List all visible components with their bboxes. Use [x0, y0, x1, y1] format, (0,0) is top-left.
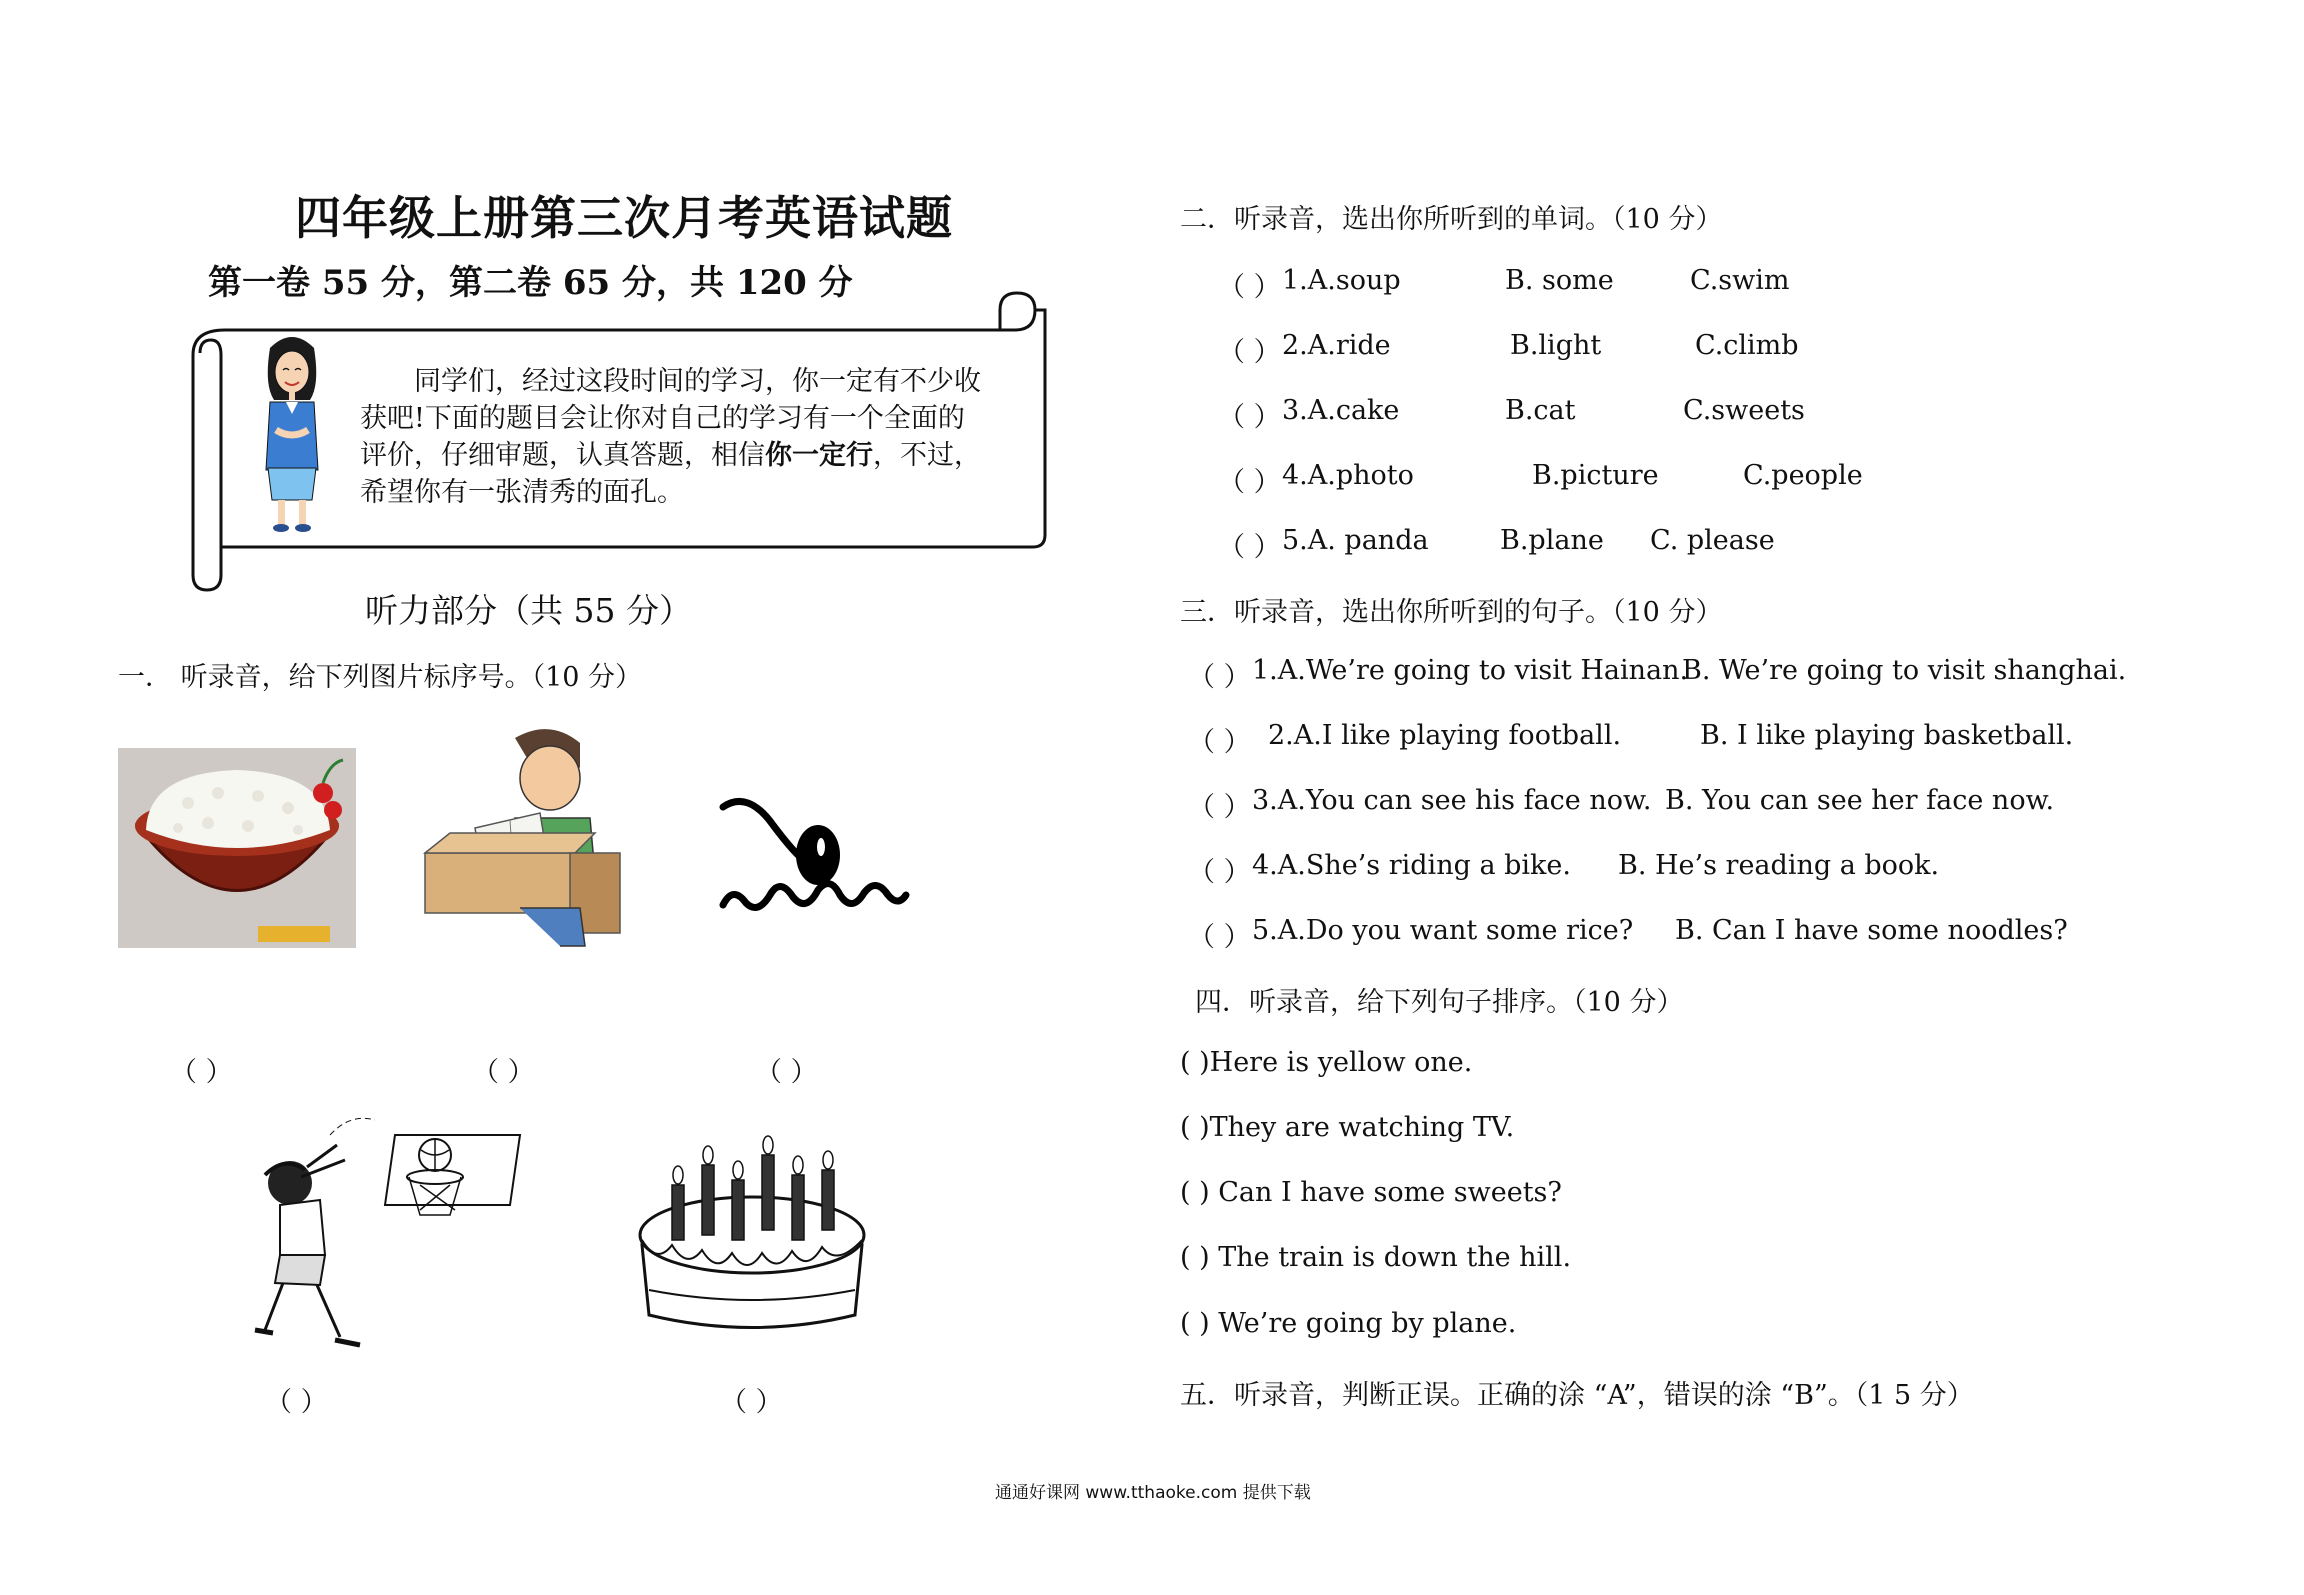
s4-item-3[interactable]: ( ) Can I have some sweets? — [1180, 1177, 1562, 1208]
s2-item-4-b: B.picture — [1532, 460, 1659, 491]
s2-item-4-a: 4.A.photo — [1282, 460, 1414, 491]
s2-item-2-a: 2.A.ride — [1282, 330, 1391, 361]
s4-item-5[interactable]: ( ) We’re going by plane. — [1180, 1308, 1517, 1339]
picture-paren-2[interactable]: （ ） — [472, 1057, 535, 1088]
s3-item-4-a: 4.A.She’s riding a bike. — [1252, 850, 1571, 881]
s3-item-5-b: B. Can I have some noodles? — [1675, 915, 2068, 946]
basketball-picture — [225, 1105, 525, 1355]
swimming-picture — [718, 795, 908, 920]
s2-item-1-a: 1.A.soup — [1282, 265, 1401, 296]
picture-paren-1[interactable]: （ ） — [170, 1057, 233, 1088]
section1-heading: 一． 听录音，给下列图片标序号。（10 分） — [118, 662, 643, 693]
section3-heading: 三．听录音，选出你所听到的句子。（10 分） — [1180, 597, 1723, 628]
s3-item-4-b: B. He’s reading a book. — [1618, 850, 1940, 881]
s2-item-5-a: 5.A. panda — [1282, 525, 1429, 556]
s2-item-2-b: B.light — [1510, 330, 1602, 361]
s2-item-4-c: C.people — [1743, 460, 1863, 491]
boy-reading-picture — [420, 718, 635, 953]
s3-item-1-paren[interactable]: （ ） — [1188, 662, 1251, 693]
s2-item-5-c: C. please — [1650, 525, 1775, 556]
s2-item-5-paren[interactable]: （ ） — [1218, 532, 1281, 563]
s4-item-1[interactable]: ( )Here is yellow one. — [1180, 1047, 1473, 1078]
s2-item-3-b: B.cat — [1505, 395, 1576, 426]
s2-item-2-paren[interactable]: （ ） — [1218, 337, 1281, 368]
s2-item-4-paren[interactable]: （ ） — [1218, 467, 1281, 498]
s3-item-3-a: 3.A.You can see his face now. — [1252, 785, 1652, 816]
s2-item-3-c: C.sweets — [1683, 395, 1805, 426]
s3-item-3-b: B. You can see her face now. — [1665, 785, 2055, 816]
s2-item-1-b: B. some — [1505, 265, 1614, 296]
exam-title: 四年级上册第三次月考英语试题 — [295, 191, 953, 245]
s3-item-2-b: B. I like playing basketball. — [1700, 720, 2074, 751]
footer-text: 通通好课网 www.tthaoke.com 提供下载 — [995, 1483, 1311, 1503]
s3-item-2-paren[interactable]: （ ） — [1188, 727, 1251, 758]
picture-paren-4[interactable]: （ ） — [265, 1387, 328, 1418]
s3-item-1-a: 1.A.We’re going to visit Hainan. — [1252, 655, 1689, 686]
s2-item-5-b: B.plane — [1500, 525, 1604, 556]
section4-heading: 四．听录音，给下列句子排序。（10 分） — [1195, 987, 1684, 1018]
s2-item-2-c: C.climb — [1695, 330, 1799, 361]
s4-item-4[interactable]: ( ) The train is down the hill. — [1180, 1242, 1572, 1273]
s2-item-1-c: C.swim — [1690, 265, 1790, 296]
intro-emphasis: 你一定行 — [765, 440, 873, 471]
intro-text — [360, 363, 990, 511]
s3-item-4-paren[interactable]: （ ） — [1188, 857, 1251, 888]
s2-item-1-paren[interactable]: （ ） — [1218, 272, 1281, 303]
rice-bowl-picture — [118, 748, 356, 948]
s4-item-2[interactable]: ( )They are watching TV. — [1180, 1112, 1515, 1143]
section2-heading: 二．听录音，选出你所听到的单词。（10 分） — [1180, 204, 1723, 235]
s2-item-3-a: 3.A.cake — [1282, 395, 1400, 426]
s2-item-3-paren[interactable]: （ ） — [1218, 402, 1281, 433]
s3-item-5-a: 5.A.Do you want some rice? — [1252, 915, 1634, 946]
s3-item-1-b: B. We’re going to visit shanghai. — [1682, 655, 2127, 686]
intro-text-after: ，不过，希望你有一张清秀的面孔。 — [360, 440, 981, 508]
s3-item-5-paren[interactable]: （ ） — [1188, 922, 1251, 953]
section5-heading: 五．听录音，判断正误。正确的涂 “A”，错误的涂 “B”。（1 5 分） — [1180, 1380, 1974, 1411]
picture-paren-5[interactable]: （ ） — [720, 1387, 783, 1418]
s3-item-3-paren[interactable]: （ ） — [1188, 792, 1251, 823]
birthday-cake-picture — [627, 1125, 877, 1345]
intro-text-before: 同学们，经过这段时间的学习，你一定有不少收获吧!下面的题目会让你对自己的学习有一个全面的评价，仔细审题，认真答题，相信 — [360, 366, 981, 471]
listening-heading: 听力部分（共 55 分） — [365, 591, 692, 630]
s3-item-2-a: 2.A.I like playing football. — [1268, 720, 1622, 751]
picture-paren-3[interactable]: （ ） — [755, 1057, 818, 1088]
teacher-icon — [252, 330, 332, 535]
exam-subtitle: 第一卷 55 分，第二卷 65 分，共 120 分 — [208, 263, 853, 303]
